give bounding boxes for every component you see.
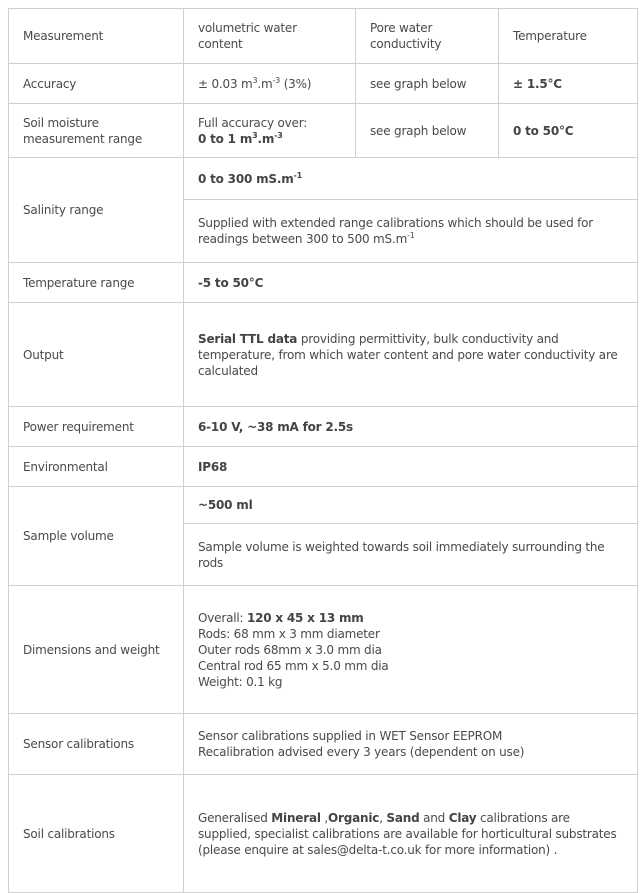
sample-volume-note: Sample volume is weighted towards soil immediately surrounding the rods (184, 524, 638, 586)
dimensions-value: Overall: 120 x 45 x 13 mm Rods: 68 mm x 3 mm diameter Outer rods 68mm x 3.0 mm dia Central rod 65 mm x 5.0 mm dia Weight: 0.1 kg (184, 586, 638, 714)
salinity-note: Supplied with extended range calibrations which should be used for readings between 300 to 500 $mS.m^{-1}$ (184, 200, 638, 263)
dimensions-label: Dimensions and weight (9, 586, 184, 714)
accuracy-label: Accuracy (9, 64, 184, 104)
temperature-range-value: -5 to 50°C (184, 263, 638, 303)
environmental-value: IP68 (184, 447, 638, 487)
power-row (9, 407, 638, 447)
power-label: Power requirement (9, 407, 184, 447)
sample-volume-label: Sample volume (9, 487, 184, 586)
power-value: 6-10 V, ~38 mA for 2.5s (184, 407, 638, 447)
salinity-row (9, 158, 638, 200)
header-row (9, 9, 638, 64)
header-temperature: Temperature (499, 9, 638, 64)
output-label: Output (9, 303, 184, 407)
sensor-calibrations-label: Sensor calibrations (9, 714, 184, 775)
dimensions-row (9, 586, 638, 714)
specifications-table (8, 8, 638, 893)
accuracy-row (9, 64, 638, 104)
header-volumetric-water-content: volumetric water content (184, 9, 356, 64)
sample-volume-value: ~500 ml (184, 487, 638, 524)
moisture-range-row (9, 104, 638, 158)
soil-calibrations-label: Soil calibrations (9, 775, 184, 893)
environmental-row (9, 447, 638, 487)
sample-volume-row (9, 487, 638, 524)
moisture-range-conductivity-value: see graph below (356, 104, 499, 158)
soil-calibrations-value: Generalised Mineral ,Organic, Sand and Clay calibrations are supplied, specialist calibrations are available for horticultural substrates (please enquire at sales@delta-t.co.uk for more information) . (184, 775, 638, 893)
output-value: Serial TTL data providing permittivity, bulk conductivity and temperature, from which water content and pore water conductivity are calculated (184, 303, 638, 407)
header-measurement: Measurement (9, 9, 184, 64)
output-row (9, 303, 638, 407)
sensor-calibrations-row (9, 714, 638, 775)
salinity-value: 0 to 300 $mS.m^{-1}$ (184, 158, 638, 200)
temperature-range-label: Temperature range (9, 263, 184, 303)
moisture-range-label: Soil moisture measurement range (9, 104, 184, 158)
temperature-range-row (9, 263, 638, 303)
accuracy-water-value: ± 0.03 $m^3.m^{-3}$ (3%) (184, 64, 356, 104)
moisture-range-temperature-value: 0 to 50°C (499, 104, 638, 158)
header-pore-water-conductivity: Pore water conductivity (356, 9, 499, 64)
sensor-calibrations-value: Sensor calibrations supplied in WET Sensor EEPROM Recalibration advised every 3 years (dependent on use) (184, 714, 638, 775)
salinity-label: Salinity range (9, 158, 184, 263)
soil-calibrations-row (9, 775, 638, 893)
accuracy-conductivity-value: see graph below (356, 64, 499, 104)
moisture-range-water-value: Full accuracy over: 0 to 1 $m^3.m^{-3}$ (184, 104, 356, 158)
environmental-label: Environmental (9, 447, 184, 487)
accuracy-temperature-value: ± 1.5°C (499, 64, 638, 104)
